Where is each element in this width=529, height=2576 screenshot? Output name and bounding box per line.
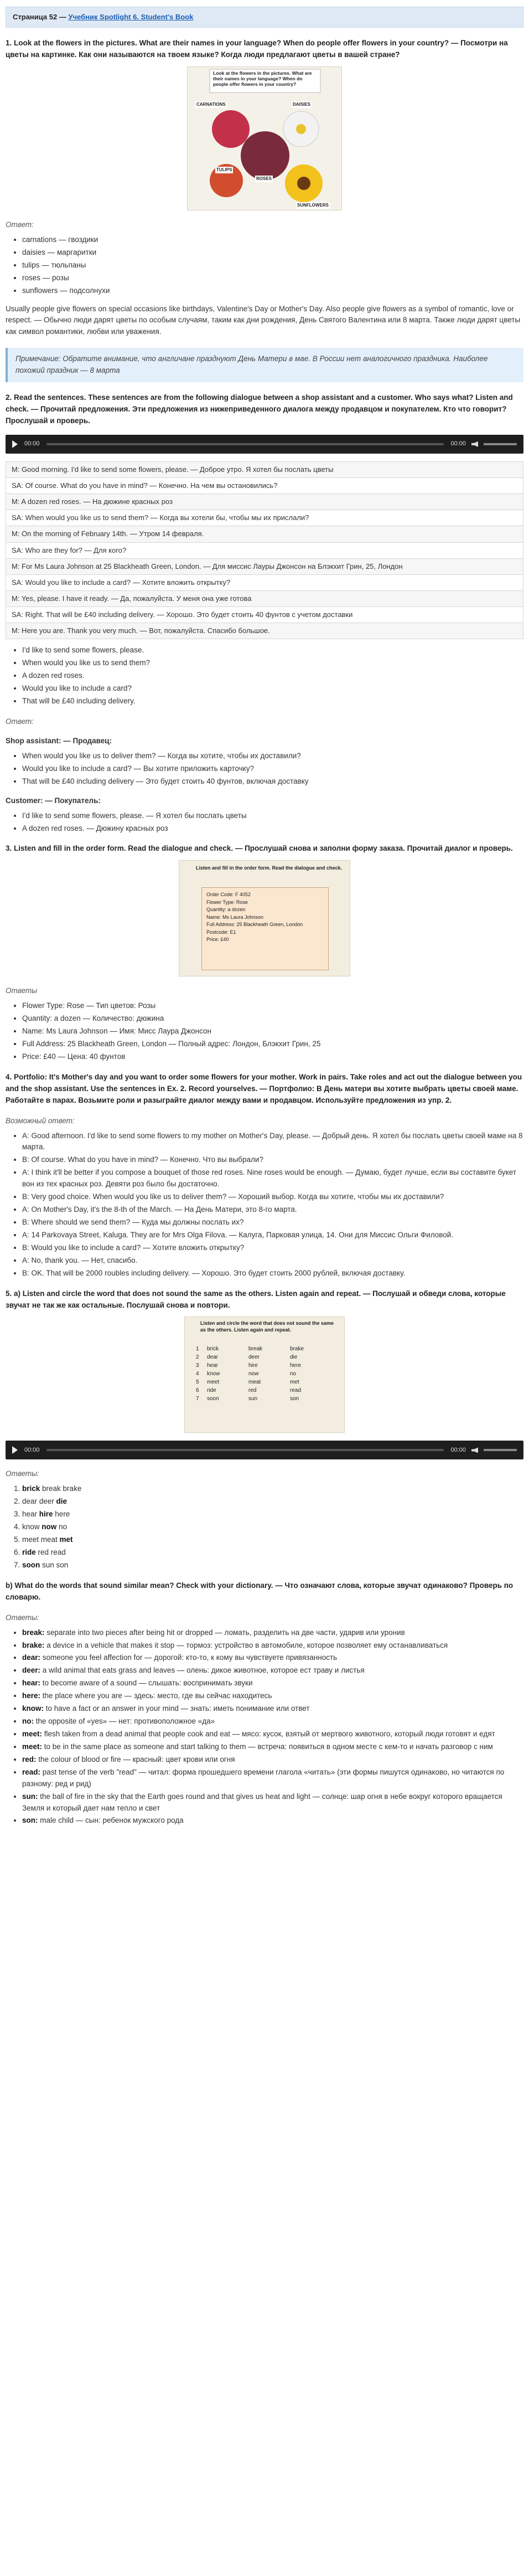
- table-cell: M: Here you are. Thank you very much. — Вот, пожалуйста. Спасибо большое.: [6, 623, 523, 639]
- ex1-figure: [187, 66, 342, 210]
- term: meet:: [22, 1742, 43, 1751]
- odd-word: soon: [22, 1560, 40, 1569]
- list-item: [22, 1534, 523, 1546]
- order-form: [201, 887, 329, 970]
- definition: to become aware of a sound — слышать: воспринимать звуки: [40, 1679, 253, 1688]
- list-item: [22, 1791, 523, 1814]
- ex3-fig-title: Listen and fill in the order form. Read the dialogue and check.: [196, 865, 343, 871]
- list-item: • A dozen red roses. — Дюжину красных роз: [22, 823, 523, 835]
- word: brake: [290, 1346, 304, 1353]
- ex2-answer-label: Ответ:: [6, 717, 34, 726]
- word: know: [207, 1371, 220, 1377]
- row-num: 6: [196, 1387, 199, 1394]
- ex5-question: 5. a) Listen and circle the word that does not sound the same as the others. Listen again and repeat. — Послушай и обведи слова, которые звучат не так же как остальные. Послушай снова и повтори.: [6, 1289, 506, 1309]
- row-num: 5: [196, 1379, 199, 1386]
- audio-progress[interactable]: [46, 1449, 444, 1451]
- definition: the opposite of «yes» — нет: противоположное «да»: [34, 1717, 215, 1726]
- table-cell: M: For Ms Laura Johnson at 25 Blackheath Green, London. — Для миссис Лауры Джонсон на Блэкхит Грин, 25, Лондон: [6, 558, 523, 574]
- word: son: [290, 1396, 299, 1402]
- audio-progress[interactable]: [46, 443, 444, 445]
- term: brake:: [22, 1641, 45, 1649]
- list-item: [22, 1483, 523, 1495]
- shop-assistant-list: [6, 750, 523, 788]
- list-item: • A: On Mother's Day, it's the 8-th of the March. — На День Матери, это 8-го марта.: [22, 1204, 523, 1216]
- list-item: • Flower Type: Rose — Тип цветов: Розы: [22, 1000, 523, 1012]
- term: know:: [22, 1704, 44, 1713]
- list-item: • When would you like us to deliver them? — Когда вы хотите, чтобы их доставили?: [22, 750, 523, 762]
- list-item: [22, 1703, 523, 1715]
- word: die: [290, 1354, 298, 1361]
- word: meet: [207, 1379, 220, 1386]
- play-icon[interactable]: [12, 440, 18, 448]
- list-item: [22, 1767, 523, 1790]
- word: now: [248, 1371, 259, 1377]
- fig-label-daisies: DAISIES: [292, 101, 312, 108]
- list-item: • B: OK. That will be 2000 roubles including delivery. — Хорошо. Это будет стоить 2000 рублей, включая доставку.: [22, 1268, 523, 1279]
- word: soon: [207, 1396, 219, 1402]
- odd-word: hire: [39, 1510, 53, 1519]
- play-icon[interactable]: [12, 1446, 18, 1454]
- list-item: • That will be £40 including delivery — Это будет стоить 40 фунтов, включая доставку: [22, 776, 523, 788]
- list-item: [22, 1652, 523, 1664]
- ex1-fig-text: Look at the flowers in the pictures. What are their names in your language? When do people offer flowers in your country?: [213, 70, 312, 88]
- list-item: [22, 1716, 523, 1727]
- row-num: 1: [196, 1346, 199, 1353]
- page-label: Страница 52 —: [13, 13, 66, 21]
- list-item: [22, 1665, 523, 1677]
- table-row: [6, 526, 523, 542]
- list-item: • A dozen red roses.: [22, 670, 523, 682]
- form-line: Quantity: a dozen: [206, 907, 246, 913]
- form-line: Order Code: F 4052: [206, 892, 251, 898]
- word-row: [196, 1370, 334, 1378]
- word-row: [196, 1378, 334, 1386]
- volume-slider[interactable]: [484, 1449, 517, 1451]
- row-num: 7: [196, 1396, 199, 1402]
- time-end: 00:00: [450, 1446, 466, 1453]
- list-item: • tulips — тюльпаны: [22, 260, 523, 271]
- table-cell: M: Yes, please. I have it ready. — Да, пожалуйста. У меня она уже готова: [6, 591, 523, 607]
- list-item: • Price: £40 — Цена: 40 фунтов: [22, 1051, 523, 1063]
- row-num: 3: [196, 1362, 199, 1369]
- list-item: [22, 1815, 523, 1827]
- note-box: Примечание: Обратите внимание, что англичане празднуют День Матери в мае. В России нет аналогичного праздника. Наиболее похожий праздник — 8 марта: [6, 348, 523, 382]
- ex1-question: 1. Look at the flowers in the pictures. What are their names in your language? When do people offer flowers in your country? — Посмотри на цветы на картинке. Как они называются на твоем языке? Когда люди предлагают цветы в вашей стране?: [6, 39, 508, 59]
- table-row: [6, 607, 523, 623]
- word-rest: red read: [35, 1548, 66, 1556]
- word-row: [196, 1353, 334, 1361]
- odd-word: brick: [22, 1484, 40, 1493]
- shop-assistant-heading: Shop assistant: — Продавец:: [6, 736, 112, 745]
- table-row: [6, 510, 523, 526]
- list-item: • A: I think it'll be better if you compose a bouquet of those red roses. Nine roses would be enough. — Думаю, будет лучше, если вы составите букет вон из тех красных роз. Девяти роз было бы достаточно.: [22, 1167, 523, 1190]
- term: dear:: [22, 1653, 41, 1662]
- table-cell: SA: Would you like to include a card? — Хотите вложить открытку?: [6, 574, 523, 590]
- audio-player-2: [6, 1441, 523, 1459]
- table-cell: SA: When would you like us to send them? — Когда вы хотели бы, чтобы мы их прислали?: [6, 510, 523, 526]
- term: here:: [22, 1691, 41, 1700]
- ex1-answer-label: Ответ:: [6, 220, 34, 229]
- list-item: • carnations — гвоздики: [22, 234, 523, 246]
- word-rest: sun son: [40, 1560, 69, 1569]
- form-line: Name: Ms Laura Johnson: [206, 914, 264, 920]
- list-item: [22, 1547, 523, 1559]
- ex2-question: 2. Read the sentences. These sentences are from the following dialogue between a shop assistant and a customer. Who says what? Listen and check. — Прочитай предложения. Эти предложения из нижеприведенного диалога между продавцом и покупателем. Кто что говорит? Прослушай и проверь.: [6, 393, 513, 425]
- list-item: [22, 1509, 523, 1520]
- word: sun: [248, 1396, 258, 1402]
- list-item: [22, 1690, 523, 1702]
- term: hear:: [22, 1679, 41, 1688]
- ex5b-answer-label: Ответы:: [6, 1613, 39, 1622]
- table-cell: M: Good morning. I'd like to send some flowers, please. — Доброе утро. Я хотел бы послать цветы: [6, 461, 523, 477]
- list-item: • B: Would you like to include a card? — Хотите вложить открытку?: [22, 1242, 523, 1254]
- ex3-figure: [179, 860, 350, 976]
- list-item: • B: Very good choice. When would you like us to deliver them? — Хороший выбор. Когда вы хотите, чтобы мы их доставили?: [22, 1191, 523, 1203]
- term: meet:: [22, 1729, 43, 1738]
- table-row: [6, 623, 523, 639]
- word: here: [290, 1362, 302, 1369]
- ex5-answer-list: [6, 1483, 523, 1571]
- table-row: [6, 542, 523, 558]
- term: red:: [22, 1755, 37, 1763]
- table-cell: SA: Of course. What do you have in mind? — Конечно. На чем вы остановились?: [6, 478, 523, 494]
- term: no:: [22, 1717, 34, 1726]
- ex5b-question: b) What do the words that sound similar mean? Check with your dictionary. — Что означают слова, которые звучат одинаково? Проверь по словарю.: [6, 1581, 514, 1601]
- breadcrumb: [6, 7, 523, 28]
- definition: flesh taken from a dead animal that people cook and eat — мясо: кусок, взятый от мертвого животного, который люди готовят и едят: [42, 1729, 495, 1738]
- ex3-answer-label: Ответы: [6, 986, 38, 995]
- list-item: • Quantity: a dozen — Количество: дюжина: [22, 1013, 523, 1025]
- list-item: • B: Where should we send them? — Куда мы должны послать их?: [22, 1217, 523, 1228]
- list-item: • roses — розы: [22, 272, 523, 284]
- customer-list: [6, 810, 523, 835]
- list-item: [22, 1754, 523, 1766]
- time-start: 00:00: [24, 440, 40, 448]
- list-item: • I'd like to send some flowers, please. — Я хотел бы послать цветы: [22, 810, 523, 822]
- ex5-answer-label: Ответы:: [6, 1469, 39, 1478]
- definition: past tense of the verb "read" — читал: форма прошедшего времени глагола «читать» (эти формы пишутся одинаково, но читаются по разному: ред и рид): [22, 1767, 505, 1788]
- ex4-answer-label: Возможный ответ:: [6, 1116, 75, 1125]
- word-rest: know: [22, 1523, 42, 1531]
- table-row: [6, 478, 523, 494]
- word: read: [290, 1387, 302, 1394]
- definition: someone you feel affection for — дорогой: кто-то, к кому вы чувствуете привязанность: [40, 1653, 338, 1662]
- time-end: 00:00: [450, 440, 466, 448]
- definition: to be in the same place as someone and start talking to them — встреча: появиться в одном месте с кем-то и начать разговор с ним: [42, 1742, 493, 1751]
- row-num: 2: [196, 1354, 199, 1361]
- list-item: [22, 1496, 523, 1508]
- form-line: Full Address: 25 Blackheath Green, London: [206, 922, 303, 928]
- list-item: [22, 1521, 523, 1533]
- word: deer: [248, 1354, 260, 1361]
- word: brick: [207, 1346, 219, 1353]
- list-item: • Name: Ms Laura Johnson — Имя: Мисс Лаура Джонсон: [22, 1026, 523, 1037]
- ex1-answer-list: [6, 234, 523, 297]
- list-item: • B: Of course. What do you have in mind? — Конечно. Что вы выбрали?: [22, 1154, 523, 1166]
- volume-icon[interactable]: [471, 441, 478, 447]
- table-cell: SA: Right. That will be £40 including delivery. — Хорошо. Это будет стоить 40 фунтов с учетом доставки: [6, 607, 523, 623]
- word: hear: [207, 1362, 219, 1369]
- word: red: [248, 1387, 257, 1394]
- form-line: Postcode: E1: [206, 929, 236, 935]
- row-num: 4: [196, 1371, 199, 1377]
- odd-word: now: [42, 1523, 57, 1531]
- ex2-sentence-list: [6, 645, 523, 707]
- table-row: [6, 461, 523, 477]
- word-rest: no: [56, 1523, 68, 1531]
- ex5-figure: [184, 1317, 345, 1433]
- definition: the place where you are — здесь: место, где вы сейчас находитесь: [40, 1691, 272, 1700]
- ex3-question: 3. Listen and fill in the order form. Read the dialogue and check. — Прослушай снова и заполни форму заказа. Прочитай диалог и проверь.: [6, 844, 513, 853]
- time-start: 00:00: [24, 1446, 40, 1453]
- ex4-question: 4. Portfolio: It's Mother's day and you want to order some flowers for your mother. Work in pairs. Take roles and act out the dialogue between you and the shop assistant. Use the sentences in Ex. 2. Record yourselves. — Портфолио: В День матери вы хотите выбрать цветы своей маме. Работайте в парах. Возьмите роли и разыграйте диалог между вами и продавцом. Используйте предложения из упр. 2.: [6, 1072, 522, 1104]
- list-item: [22, 1640, 523, 1652]
- word: hire: [248, 1362, 258, 1369]
- form-line: Price: £40: [206, 937, 229, 943]
- term: deer:: [22, 1666, 41, 1675]
- word-row: [196, 1395, 334, 1403]
- definition: separate into two pieces after being hit or dropped — ломать, разделить на две части, ударив или уронив: [44, 1628, 405, 1637]
- fig-label-tulips: TULIPS: [215, 167, 233, 173]
- term: sun:: [22, 1792, 38, 1801]
- table-row: [6, 494, 523, 510]
- word-rest: meet meat: [22, 1535, 60, 1544]
- table-row: [6, 591, 523, 607]
- word: met: [290, 1379, 299, 1386]
- word-row: [196, 1345, 334, 1353]
- list-item: [22, 1741, 523, 1753]
- definition: the colour of blood or fire — красный: цвет крови или огня: [36, 1755, 235, 1763]
- list-item: • Full Address: 25 Blackheath Green, London — Полный адрес: Лондон, Блэкхит Грин, 25: [22, 1038, 523, 1050]
- word-row: [196, 1361, 334, 1370]
- list-item: • daisies — маргаритки: [22, 247, 523, 259]
- list-item: [22, 1678, 523, 1689]
- word: meat: [248, 1379, 261, 1386]
- term: son:: [22, 1816, 38, 1825]
- list-item: [22, 1627, 523, 1639]
- customer-heading: Customer: — Покупатель:: [6, 796, 101, 805]
- definition: the ball of fire in the sky that the Earth goes round and that gives us heat and light — солнце: шар огня в небе вокруг которого вращается Земля и который дает нам тепло и свет: [22, 1792, 502, 1812]
- list-item: • sunflowers — подсолнухи: [22, 285, 523, 297]
- list-item: • Would you like to include a card?: [22, 683, 523, 695]
- word-rest: dear deer: [22, 1497, 56, 1506]
- list-item: • A: No, thank you. — Нет, спасибо.: [22, 1255, 523, 1267]
- table-row: [6, 558, 523, 574]
- word-rest: hear: [22, 1510, 39, 1519]
- table-cell: SA: Who are they for? — Для кого?: [6, 542, 523, 558]
- table-row: [6, 574, 523, 590]
- ex5-fig-title: Listen and circle the word that does not sound the same as the others. Listen again and repeat.: [200, 1320, 334, 1333]
- word: dear: [207, 1354, 219, 1361]
- table-cell: M: A dozen red roses. — На дюжине красных роз: [6, 494, 523, 510]
- word: ride: [207, 1387, 216, 1394]
- list-item: • A: 14 Parkovaya Street, Kaluga. They are for Mrs Olga Filova. — Калуга, Парковая улица, 14. Они для Миссис Ольги Филовой.: [22, 1230, 523, 1241]
- definition: a wild animal that eats grass and leaves — олень: дикое животное, которое ест траву и листья: [40, 1666, 365, 1675]
- word-row: [196, 1386, 334, 1395]
- fig-label-carnations: CARNATIONS: [195, 101, 227, 108]
- odd-word: ride: [22, 1548, 36, 1556]
- list-item: [22, 1560, 523, 1571]
- odd-word: die: [56, 1497, 68, 1506]
- audio-player: [6, 435, 523, 454]
- list-item: [22, 1729, 523, 1740]
- term: break:: [22, 1628, 45, 1637]
- volume-icon[interactable]: [471, 1447, 478, 1453]
- flowers-illustration: [188, 67, 343, 211]
- volume-slider[interactable]: [484, 443, 517, 445]
- definition: a device in a vehicle that makes it stop — тормоз: устройство в автомобиле, которое позволяет ему останавливаться: [44, 1641, 448, 1649]
- ex4-answer-list: [6, 1130, 523, 1279]
- list-item: • That will be £40 including delivery.: [22, 696, 523, 707]
- word: break: [248, 1346, 263, 1353]
- list-item: • A: Good afternoon. I'd like to send some flowers to my mother on Mother's Day, please. — Добрый день. Я хотел бы послать цветы своей маме на 8 марта.: [22, 1130, 523, 1154]
- book-link[interactable]: Учебник Spotlight 6. Student's Book: [68, 13, 194, 21]
- word: no: [290, 1371, 297, 1377]
- definition: male child — сын: ребенок мужского рода: [38, 1816, 184, 1825]
- ex3-answer-list: [6, 1000, 523, 1063]
- list-item: • I'd like to send some flowers, please.: [22, 645, 523, 656]
- term: read:: [22, 1767, 41, 1776]
- ex1-paragraph: Usually people give flowers on special occasions like birthdays, Valentine's Day or Mother's Day. Also people give flowers as a symbol of romantic, love or respect. — Обычно люди дарят цветы по особым случаям, таким как дни рождения, День Святого Валентина или 8 марта. Также люди дарят цветы как символ романтики, любви или уважения.: [6, 304, 521, 336]
- fig-label-roses: ROSES: [255, 176, 273, 182]
- dialogue-table: [6, 461, 523, 640]
- word-rest: break brake: [40, 1484, 82, 1493]
- list-item: • When would you like us to send them?: [22, 657, 523, 669]
- fig-label-sunflowers: SUNFLOWERS: [296, 202, 330, 209]
- ex5b-answer-list: [6, 1627, 523, 1827]
- list-item: • Would you like to include a card? — Вы хотите приложить карточку?: [22, 763, 523, 775]
- word-rest: here: [53, 1510, 70, 1519]
- table-cell: M: On the morning of February 14th. — Утром 14 февраля.: [6, 526, 523, 542]
- odd-word: met: [59, 1535, 73, 1544]
- definition: to have a fact or an answer in your mind — знать: иметь понимание или ответ: [44, 1704, 310, 1713]
- word-grid: [196, 1345, 334, 1403]
- form-line: Flower Type: Rose: [206, 899, 248, 905]
